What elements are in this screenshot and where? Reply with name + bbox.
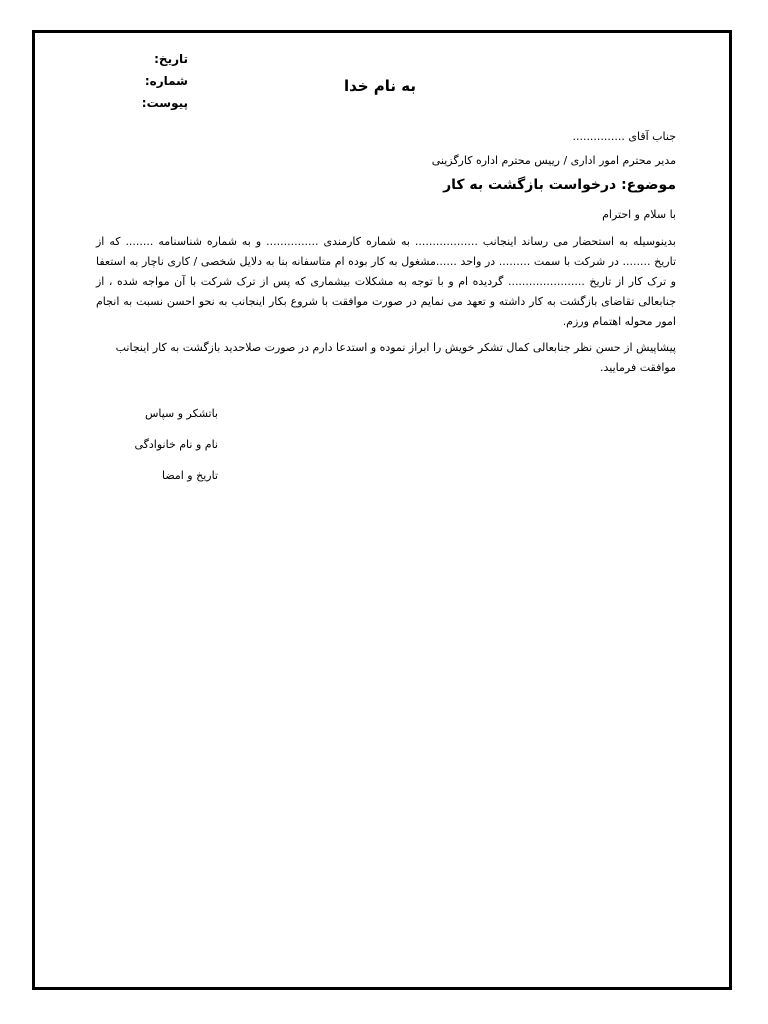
page-title: به نام خدا xyxy=(343,77,417,95)
signature-block xyxy=(118,398,218,491)
closing-paragraph: پیشاپیش از حسن نظر جنابعالی کمال تشکر خویش را ابراز نموده و استدعا دارم در صورت صلاحدید بازگشت به کار اینجانب موافقت فرمایید. xyxy=(115,341,676,374)
date-label: تاریخ: xyxy=(154,52,188,66)
body-paragraph: بدینوسیله به استحضار می رساند اینجانب .................. به شماره کارمندی ............... و به شماره شناسنامه ........ که از تاریخ ........ در شرکت با سمت ......... در واحد ......مشغول به کار بوده ام متاسفانه بنا به دلایل شخصی / کاری ناچار به استعفا و ترک کار از تاریخ ...................... گردیده ام و با توجه به مشکلات بیشماری که پس از ترک شرکت با آن مواجه شده ، از جنابعالی تقاضای بازگشت به کار داشته و تعهد می نمایم در صورت موافقت با شروع بکار اینجانب به نحو احسن نسبت به انجام امور محوله اهتمام ورزم. xyxy=(96,235,676,328)
recipient-line: مدیر محترم امور اداری / رییس محترم اداره کارگزینی xyxy=(431,154,676,167)
date-sign-line: تاریخ و امضا xyxy=(161,469,218,482)
attachment-label: پیوست: xyxy=(141,96,188,110)
greeting-line: با سلام و احترام xyxy=(602,208,676,221)
letter-meta xyxy=(118,48,188,114)
thanks-line: باتشکر و سپاس xyxy=(144,407,218,420)
letter-body xyxy=(96,128,676,378)
addressee-line: جناب آقای ............... xyxy=(572,130,676,143)
name-line: نام و نام خانوادگی xyxy=(134,438,218,451)
subject-line: موضوع: درخواست بازگشت به کار xyxy=(443,177,676,193)
number-label: شماره: xyxy=(144,74,188,88)
